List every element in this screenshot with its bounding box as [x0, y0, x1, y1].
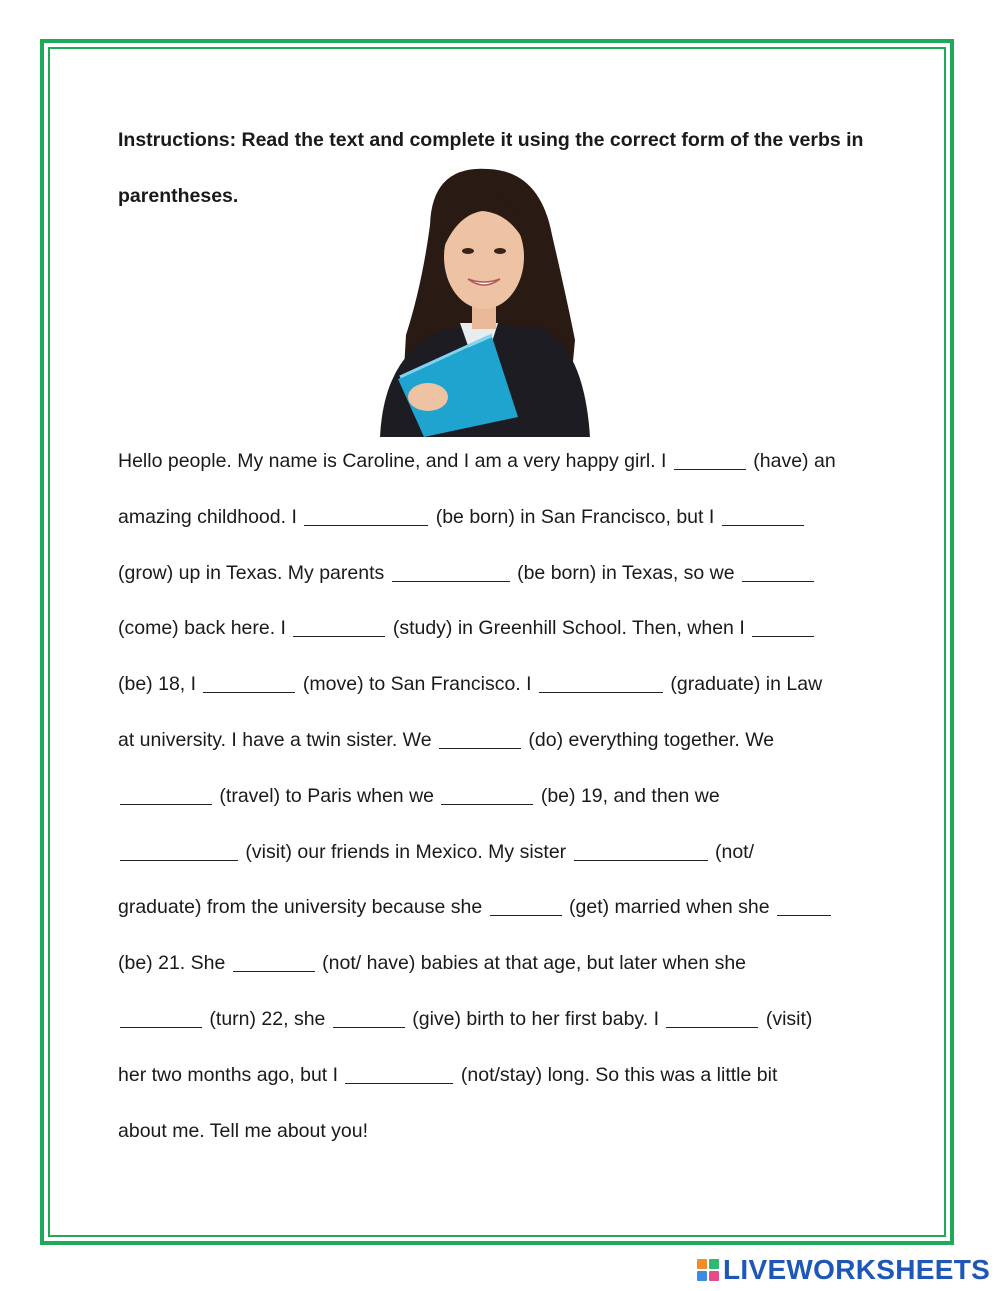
blank-be-19[interactable]	[441, 784, 533, 805]
passage-line: at university. I have a twin sister. We (do) everything together. We	[118, 728, 775, 751]
passage-line: (be) 21. She (not/ have) babies at that age, but later when she	[118, 952, 747, 975]
blank-visit-her[interactable]	[666, 1007, 758, 1028]
passage-line: about me. Tell me about you!	[118, 1119, 369, 1142]
blank-graduate[interactable]	[539, 673, 663, 694]
passage-line: (grow) up in Texas. My parents (be born) in Texas, so we	[118, 546, 908, 602]
blank-not-stay[interactable]	[345, 1063, 453, 1084]
blank-not-graduate[interactable]	[574, 840, 708, 861]
passage-line: (turn) 22, she (give) birth to her first baby. I (visit)	[118, 992, 908, 1048]
blank-travel[interactable]	[120, 784, 212, 805]
instructions-text: Instructions: Read the text and complete it using the correct form of the verbs in parentheses.	[118, 129, 864, 207]
logo-blocks-icon	[697, 1259, 719, 1281]
blank-be-18[interactable]	[752, 617, 814, 638]
passage-line: (be) 18, I (move) to San Francisco. I (graduate) in Law	[118, 673, 823, 696]
blank-grow[interactable]	[722, 505, 804, 526]
blank-move[interactable]	[203, 673, 295, 694]
blank-not-have[interactable]	[233, 952, 315, 973]
passage-line: (travel) to Paris when we (be) 19, and then we	[118, 769, 908, 825]
passage-line: Hello people. My name is Caroline, and I am a very happy girl. I (have) an	[118, 450, 836, 472]
blank-do[interactable]	[439, 728, 521, 749]
passage-line: (come) back here. I (study) in Greenhill School. Then, when I	[118, 601, 908, 657]
passage-line: (visit) our friends in Mexico. My sister (not/	[118, 825, 908, 881]
blank-parents-be-born[interactable]	[392, 561, 510, 582]
blank-come[interactable]	[742, 561, 814, 582]
passage	[118, 434, 908, 1159]
blank-give[interactable]	[333, 1007, 405, 1028]
blank-be-born[interactable]	[304, 505, 428, 526]
passage-line: her two months ago, but I (not/stay) long. So this was a little bit	[118, 1063, 778, 1086]
passage-line: graduate) from the university because she (get) married when she	[118, 880, 908, 936]
blank-get[interactable]	[490, 896, 562, 917]
student-photo-icon	[370, 165, 592, 437]
passage-line: amazing childhood. I (be born) in San Francisco, but I	[118, 490, 908, 546]
logo-text: LIVEWORKSHEETS	[723, 1254, 991, 1285]
blank-turn[interactable]	[120, 1007, 202, 1028]
blank-study[interactable]	[293, 617, 385, 638]
blank-be-21[interactable]	[777, 896, 831, 917]
blank-visit-friends[interactable]	[120, 840, 238, 861]
blank-have[interactable]	[674, 450, 746, 471]
liveworksheets-logo[interactable]	[697, 1254, 990, 1286]
